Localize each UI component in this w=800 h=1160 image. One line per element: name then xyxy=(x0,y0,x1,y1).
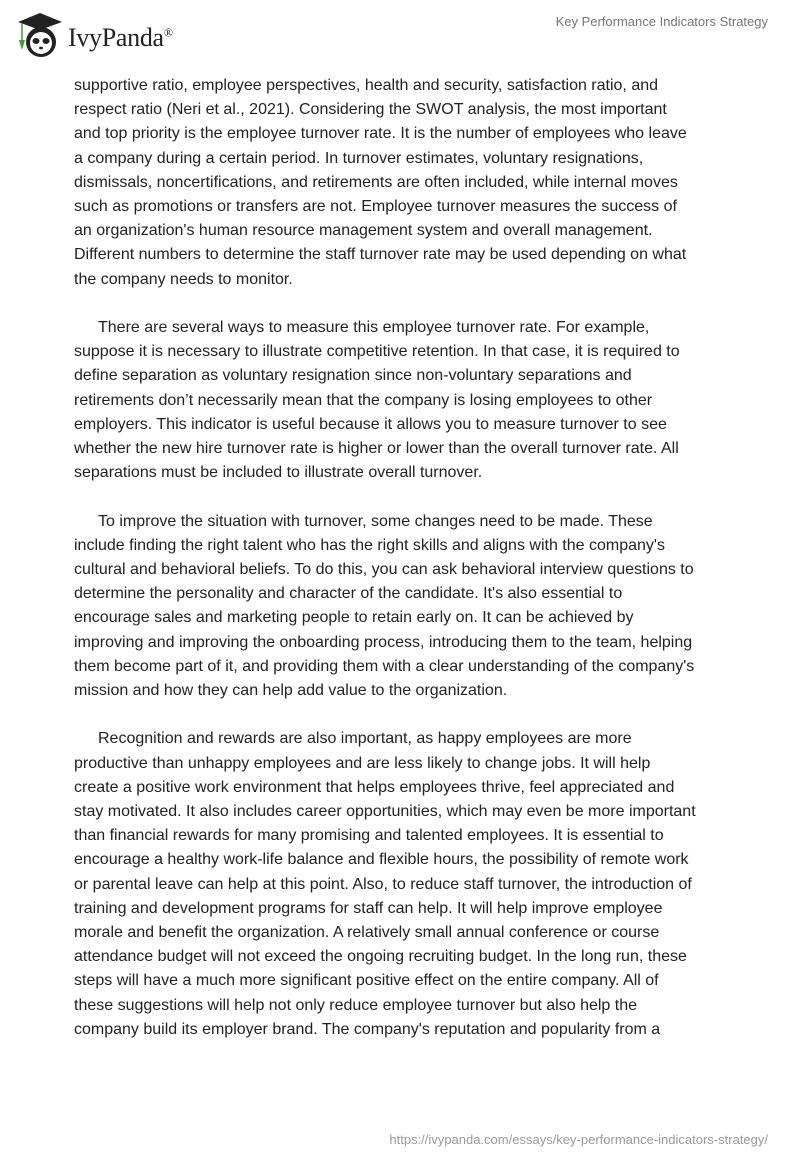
text-line: define separation as voluntary resignation since non-voluntary separations and xyxy=(74,367,632,385)
text-line: suppose it is necessary to illustrate competitive retention. In that case, it is required to xyxy=(74,343,680,361)
source-url[interactable]: https://ivypanda.com/essays/key-performance-indicators-strategy/ xyxy=(389,1132,768,1147)
text-line: these suggestions will help not only reduce employee turnover but also help the xyxy=(74,996,638,1014)
text-line: the company needs to monitor. xyxy=(74,270,293,288)
text-line: such as promotions or transfers are not. Employee turnover measures the success of xyxy=(74,198,677,216)
document-title: Key Performance Indicators Strategy xyxy=(555,14,768,29)
text-line: encourage a healthy work-life balance and flexible hours, the possibility of remote work xyxy=(74,851,689,869)
text-line: respect ratio (Neri et al., 2021). Considering the SWOT analysis, the most important xyxy=(74,101,667,119)
ivypanda-logo[interactable] xyxy=(14,10,173,60)
paragraph xyxy=(74,74,754,292)
text-line: create a positive work environment that helps employees thrive, feel appreciated and xyxy=(74,778,675,796)
paragraph xyxy=(74,727,754,1042)
text-line: whether the new hire turnover rate is higher or lower than the overall turnover rate. All xyxy=(74,440,679,458)
text-line: steps will have a much more significant positive effect on the entire company. All of xyxy=(74,972,659,990)
text-line: include finding the right talent who has the right skills and aligns with the company's xyxy=(74,536,665,554)
text-line: There are several ways to measure this employee turnover rate. For example, xyxy=(98,319,650,337)
text-line: an organization's human resource management system and overall management. xyxy=(74,222,653,240)
text-line: morale and benefit the organization. A relatively small annual conference or course xyxy=(74,924,660,942)
logo-text: IvyPanda® xyxy=(68,23,173,52)
text-line: and top priority is the employee turnover rate. It is the number of employees who leave xyxy=(74,125,687,143)
paragraph xyxy=(74,510,754,704)
text-line: retirements don’t necessarily mean that the company is losing employees to other xyxy=(74,391,653,409)
text-line: To improve the situation with turnover, some changes need to be made. These xyxy=(98,512,653,530)
text-line: training and development programs for staff can help. It will help improve employee xyxy=(74,899,663,917)
text-line: supportive ratio, employee perspectives, health and security, satisfaction ratio, and xyxy=(74,77,659,94)
essay-body xyxy=(74,74,754,1066)
text-line: Different numbers to determine the staff turnover rate may be used depending on what xyxy=(74,246,687,264)
text-line: dismissals, noncertifications, and retirements are often included, while internal moves xyxy=(74,173,678,191)
paragraph xyxy=(74,316,754,485)
text-line: improving and improving the onboarding process, introducing them to the team, helping xyxy=(74,633,693,651)
text-line: company build its employer brand. The company's reputation and popularity from a xyxy=(74,1020,661,1038)
text-line: than financial rewards for many promising and talented employees. It is essential to xyxy=(74,827,664,845)
text-line: encourage sales and marketing people to retain early on. It can be achieved by xyxy=(74,609,634,627)
text-line: mission and how they can help add value to the organization. xyxy=(74,682,508,700)
text-line: separations must be included to illustrate overall turnover. xyxy=(74,464,483,482)
text-line: a company during a certain period. In turnover estimates, voluntary resignations, xyxy=(74,149,644,167)
text-line: or parental leave can help at this point. Also, to reduce staff turnover, the introduction of xyxy=(74,875,692,893)
text-line: Recognition and rewards are also important, as happy employees are more xyxy=(98,730,632,748)
text-line: cultural and behavioral beliefs. To do this, you can ask behavioral interview questions to xyxy=(74,561,694,579)
panda-logo-icon xyxy=(14,10,64,60)
text-line: stay motivated. It also includes career opportunities, which may even be more important xyxy=(74,803,696,821)
text-line: attendance budget will not exceed the ongoing recruiting budget. In the long run, these xyxy=(74,948,687,966)
text-line: productive than unhappy employees and are less likely to change jobs. It will help xyxy=(74,754,651,772)
text-line: determine the personality and character of the candidate. It's also essential to xyxy=(74,585,623,603)
text-line: employers. This indicator is useful because it allows you to measure turnover to see xyxy=(74,415,667,433)
text-line: them become part of it, and providing them with a clear understanding of the company's xyxy=(74,657,695,675)
